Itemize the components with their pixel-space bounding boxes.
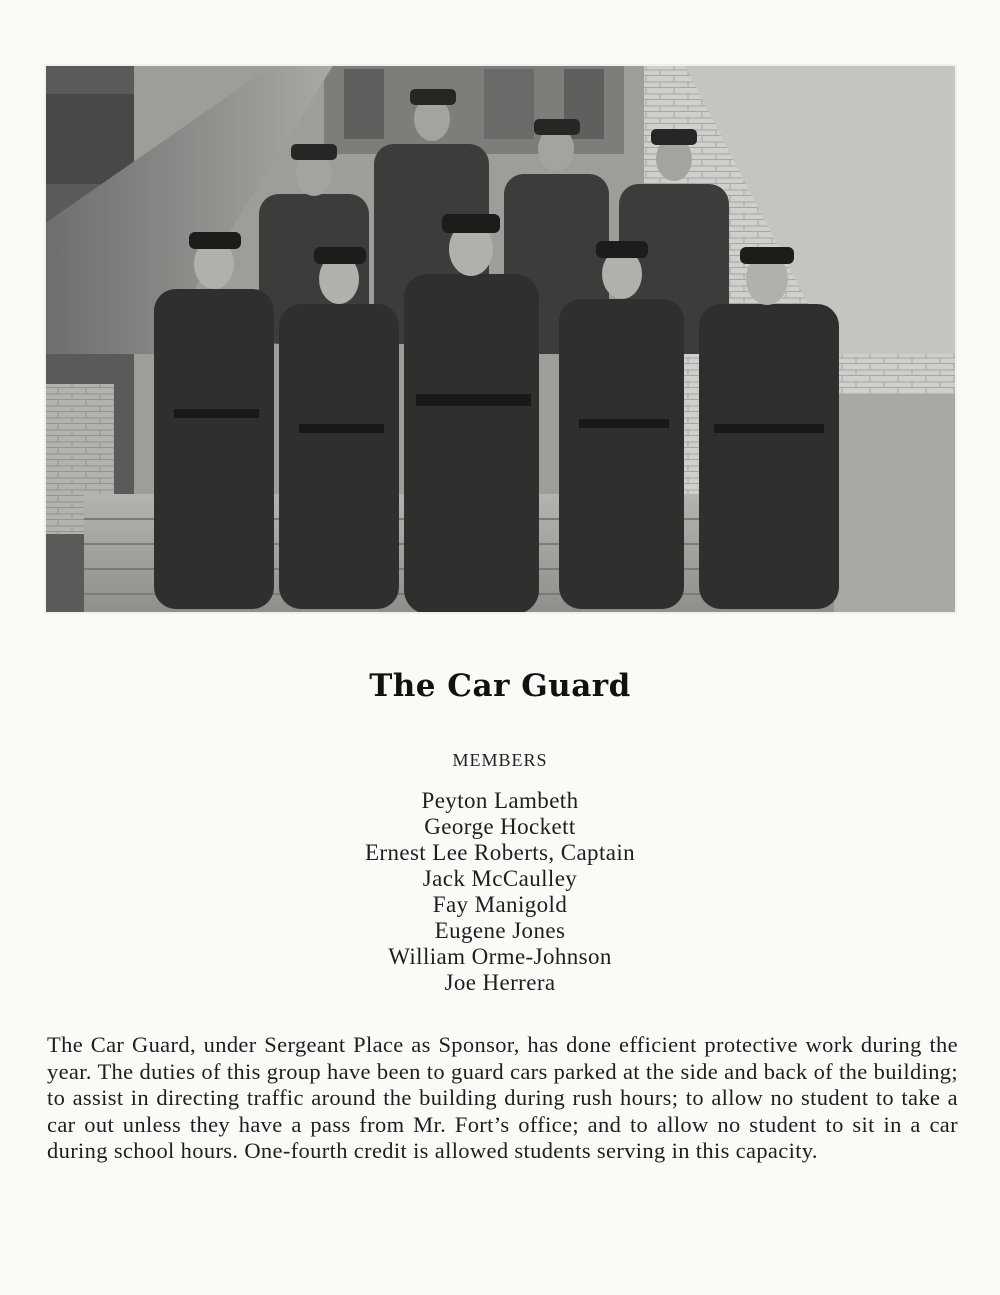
members-list [0, 788, 1000, 996]
list-item: Jack McCaulley [422, 866, 578, 891]
description-paragraph: The Car Guard, under Sergeant Place as Sponsor, has done efficient protective work during the year. The duties of this group have been to guard cars parked at the side and back of the building; to assist in directing traffic around the building during rush hours; to allow no student to take a car out unless they have a pass from Mr. Fort’s office; and to allow no student to sit in a car during school hours. One-fourth credit is allowed students serving in this capacity. [47, 1032, 958, 1163]
list-item: William Orme-Johnson [388, 944, 612, 969]
list-item: Ernest Lee Roberts, Captain [364, 840, 636, 865]
group-photo-illustration [44, 64, 957, 614]
list-item: Eugene Jones [434, 918, 566, 943]
group-photo [44, 64, 957, 614]
list-item: Joe Herrera [444, 970, 556, 995]
list-item: Fay Manigold [432, 892, 568, 917]
page-title: The Car Guard [369, 668, 631, 704]
list-item: George Hockett [424, 814, 576, 839]
list-item: Peyton Lambeth [421, 788, 579, 813]
members-heading: MEMBERS [452, 750, 548, 770]
